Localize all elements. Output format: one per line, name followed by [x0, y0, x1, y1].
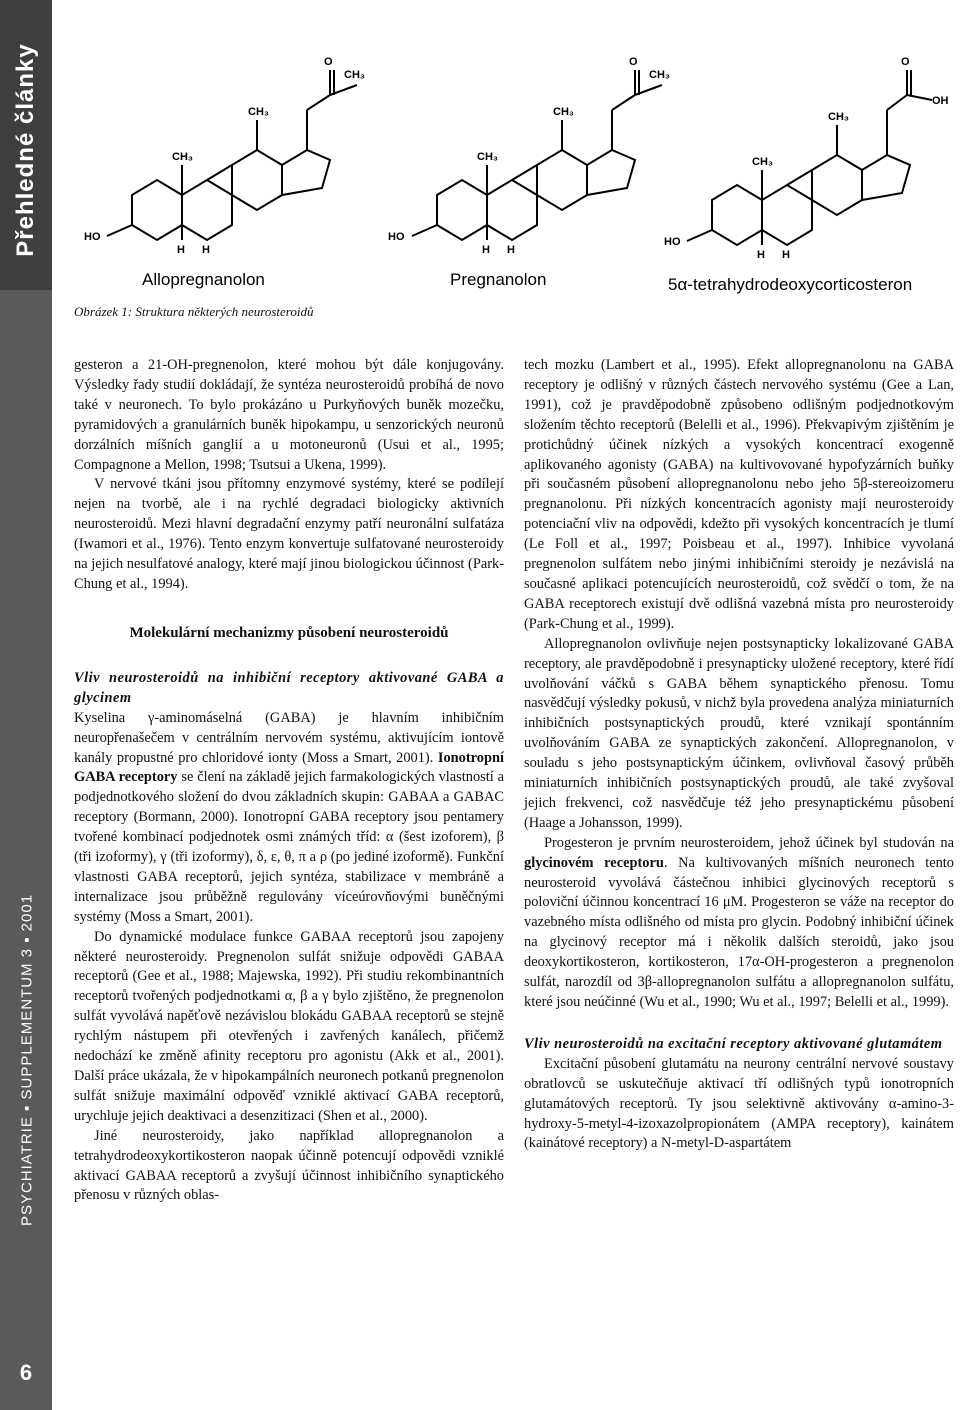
left-paragraph-2: V nervové tkáni jsou přítomny enzymové systémy, které se podílejí nejen na tvorbě, ale i na rychlé degradaci biologicky aktivních neurosteroidů. Mezi hlavní degradační enzymy patří neuronální sulfatáza (Iwamori et al., 1976). Tento enzym konvertuje sulfatované neurosteroidy na jejich nesulfatové analogy, které mají jinou biologickou účinnost (Park-Chung et al., 1994).	[74, 476, 504, 592]
left-paragraph-5: Jiné neurosteroidy, jako například allopregnanolon a tetrahydrodeoxykortikosteron naopak účinně potencují odpovědi vzniklé aktivací GABAA receptorů a zvyšují účinnost inhibičního synaptického přenosu v různých oblas-	[74, 1127, 504, 1204]
svg-text:H: H	[177, 244, 185, 256]
right-paragraph-1: tech mozku (Lambert et al., 1995). Efekt allopregnanolonu na GABA receptory je odlišný v různých částech nervového systému (Gee a Lan, 1991), což je pravděpodobně způsobeno odlišným podjednotkovým složením těchto receptorů (Belelli et al., 1996). Překvapivým zjištěním je protichůdný účinek nízkých a vysokých koncentrací exogenně aplikovaného agonisty (GABA) na kultivovované hypofyzárních buňky při současném působení allopregnanolonu nebo jeho 5β-stereoizomeru pregnanolonu. Při nízkých koncentracích agonisty mají neurosteroidy potenciační vliv na odpovědi, kdežto při vysokých koncentracích je tlumí (Le Foll et al., 1997; Poisbeau et al., 1997). Inhibice vyvolaná pregnenolon sulfátem nebo jinými inhibičními steroidy je nezávislá na současné aplikaci potencujících neurosteroidů, což svědčí o tom, že na GABA receptorech existují dvě odlišná vazebná místa pro neurosteroidy (Park-Chung et al., 1999).	[524, 357, 954, 632]
svg-text:HO: HO	[84, 231, 101, 243]
svg-text:H: H	[507, 244, 515, 256]
sidebar	[0, 0, 52, 1410]
svg-text:CH₃: CH₃	[477, 151, 498, 163]
svg-text:O: O	[324, 56, 333, 68]
left-paragraph-3: Kyselina γ-aminomáselná (GABA) je hlavním inhibičním neuropřenašečem v centrálním nervovém systému, aktivujícím iontově kanály propustné pro chloridové ionty (Moss a Smart, 2001). Ionotropní GABA receptory se člení na základě jejich farmakologických vlastností a podjednotkového složení do dvou základních skupin: GABAA a GABAC receptory (Bormann, 2000). Ionotropní GABA receptory jsou pentamery tvořené kombinací podjednotek osmi známých tříd: α (šest izoforem), β (tři izoformy), γ (tři izoformy), δ, ε, θ, π a ρ (po jediné izoformě). Funkční vlastnosti GABA receptorů, jejich syntéza, stabilizace v membráně a internalizace jsou průběžně regulovány víceúrovňovými buněčnými systémy (Moss a Smart, 2001).	[74, 709, 504, 925]
left-column	[74, 356, 504, 1206]
svg-text:HO: HO	[664, 236, 681, 248]
right-column	[524, 356, 954, 1154]
svg-text:CH₃: CH₃	[248, 106, 269, 118]
svg-text:CH₃: CH₃	[752, 156, 773, 168]
svg-text:CH₃: CH₃	[553, 106, 574, 118]
svg-text:HO: HO	[388, 231, 405, 243]
steroid-structures-drawing	[72, 0, 952, 300]
molecule-allopregnanolon	[107, 70, 357, 240]
svg-text:H: H	[782, 249, 790, 261]
svg-text:CH₃: CH₃	[828, 111, 849, 123]
subheading-excitatory: Vliv neurosteroidů na excitační receptory aktivované glutamátem	[524, 1035, 943, 1052]
page-number: 6	[19, 1360, 33, 1385]
molecule-thdoc	[687, 70, 932, 245]
svg-text:OH: OH	[932, 95, 949, 107]
svg-text:H: H	[482, 244, 490, 256]
left-paragraph-1: gesteron a 21-OH-pregnenolon, které mohou být dále konjugovány. Výsledky řady studií dokládají, že syntéza neurosteroidů probíhá de novo také v neuronech. To bylo prokázáno u Purkyňových buněk mozečku, pyramidových a granulárních buněk hipokampu, u senzorických neuronů dorzálních míšních ganglií a u motoneuronů (Usui et al., 1995; Compagnone a Mellon, 1998; Tsutsui a Ukena, 1999).	[74, 357, 504, 473]
journal-name: PSYCHIATRIE ▪ SUPPLEMENTUM 3 ▪ 2001	[18, 893, 36, 1227]
molecule-pregnanolon	[412, 70, 662, 240]
section-title: Přehledné články	[12, 43, 39, 257]
subheading-inhibitory: Vliv neurosteroidů na inhibiční receptory aktivované GABA a glycinem	[74, 669, 504, 706]
svg-text:O: O	[629, 56, 638, 68]
bold-term-glycine: glycinovém receptoru	[524, 854, 664, 871]
svg-text:CH₃: CH₃	[649, 69, 670, 81]
svg-text:O: O	[901, 56, 910, 68]
label-pregnanolon: Pregnanolon	[450, 270, 547, 289]
left-paragraph-4: Do dynamické modulace funkce GABAA receptorů jsou zapojeny některé neurosteroidy. Pregnenolon sulfát snižuje odpovědi GABAA receptorů (Gee et al., 1988; Majewska, 1992). Při studiu rekombinantních receptorů tvořených podjednotkami α, β a γ bylo zjištěno, že pregnenolon sulfát vyvolává napěťově nezávislou blokádu GABAA receptorů se stejně rychlým nástupem při otevřených i zavřených kanálech, přičemž nedochází ke změně afinity receptoru pro agonistu (Akk et al., 2001). Další práce ukázala, že v hipokampálních neuronech potkanů pregnenolon sulfát snižuje maximální odpověď vzniklé aktivací GABA receptorů, urychluje jejich deaktivaci a desenzitizaci (Shen et al., 2000).	[74, 928, 504, 1124]
figure-steroid-structures	[72, 0, 952, 300]
right-paragraph-4: Excitační působení glutamátu na neurony centrální nervové soustavy obratlovců se uskutečňuje aktivací tří odlišných typů ionotropních glutamátových receptorů. Ty jsou selektivně aktivovány α-amino-3-hydroxy-5-metyl-4-izoxazolpropionátem (AMPA receptory), kainátem (kainátové receptory) a N-metyl-D-aspartátem	[524, 1055, 954, 1152]
right-paragraph-3: Progesteron je prvním neurosteroidem, jehož účinek byl studován na glycinovém receptoru. Na kultivovaných míšních neuronech tento neurosteroid vyvolává částečnou inhibici glycinových receptorů s poloviční účinnou koncentrací 16 μM. Progesteron se váže na receptor do vazebného místa odlišného od místa pro glycin. Podobný inhibiční účinek na glycinový receptor má i několik dalších steroidů, jako jsou deoxykortikosteron, kortikosteron, 17α-OH-progesteron a pregnenolon sulfát, narozdíl od 3β-allopregnanolon sulfátu a allopregnanolon sulfátu, které jsou neúčinné (Wu et al., 1990; Wu et al., 1997; Belelli et al., 1999).	[524, 834, 954, 1010]
svg-text:H: H	[757, 249, 765, 261]
svg-text:H: H	[202, 244, 210, 256]
label-thdoc: 5α-tetrahydrodeoxycorticosteron	[668, 275, 913, 294]
section-heading: Molekulární mechanizmy působení neurosteroidů	[129, 624, 449, 641]
figure-caption: Obrázek 1: Struktura některých neurosteroidů	[74, 304, 314, 319]
svg-text:CH₃: CH₃	[344, 69, 365, 81]
right-paragraph-2: Allopregnanolon ovlivňuje nejen postsynapticky lokalizované GABA receptory, ale pravděpodobně i presynapticky uložené receptory, které řídí uvolňování váčků s GABA během synaptického přenosu. Tomu nasvědčují výsledky pokusů, v nichž byla provedena analýza miniaturních inhibičních postsynaptických proudů, které vznikají spontánním uvolňováním GABA ze synaptických zakončení. Allopregnanolon, v souladu s jeho postsynaptickým účinkem, ovlivňoval časový průběh miniaturních inhibičních postsynaptických proudů, ale také zvyšoval jejich frekvenci, což nasvědčuje též jeho presynaptickému působení (Haage a Johansson, 1999).	[524, 635, 954, 831]
label-allopregnanolon: Allopregnanolon	[142, 270, 265, 289]
svg-text:CH₃: CH₃	[172, 151, 193, 163]
bold-term-gaba: Ionotropní GABA receptory	[74, 749, 504, 786]
